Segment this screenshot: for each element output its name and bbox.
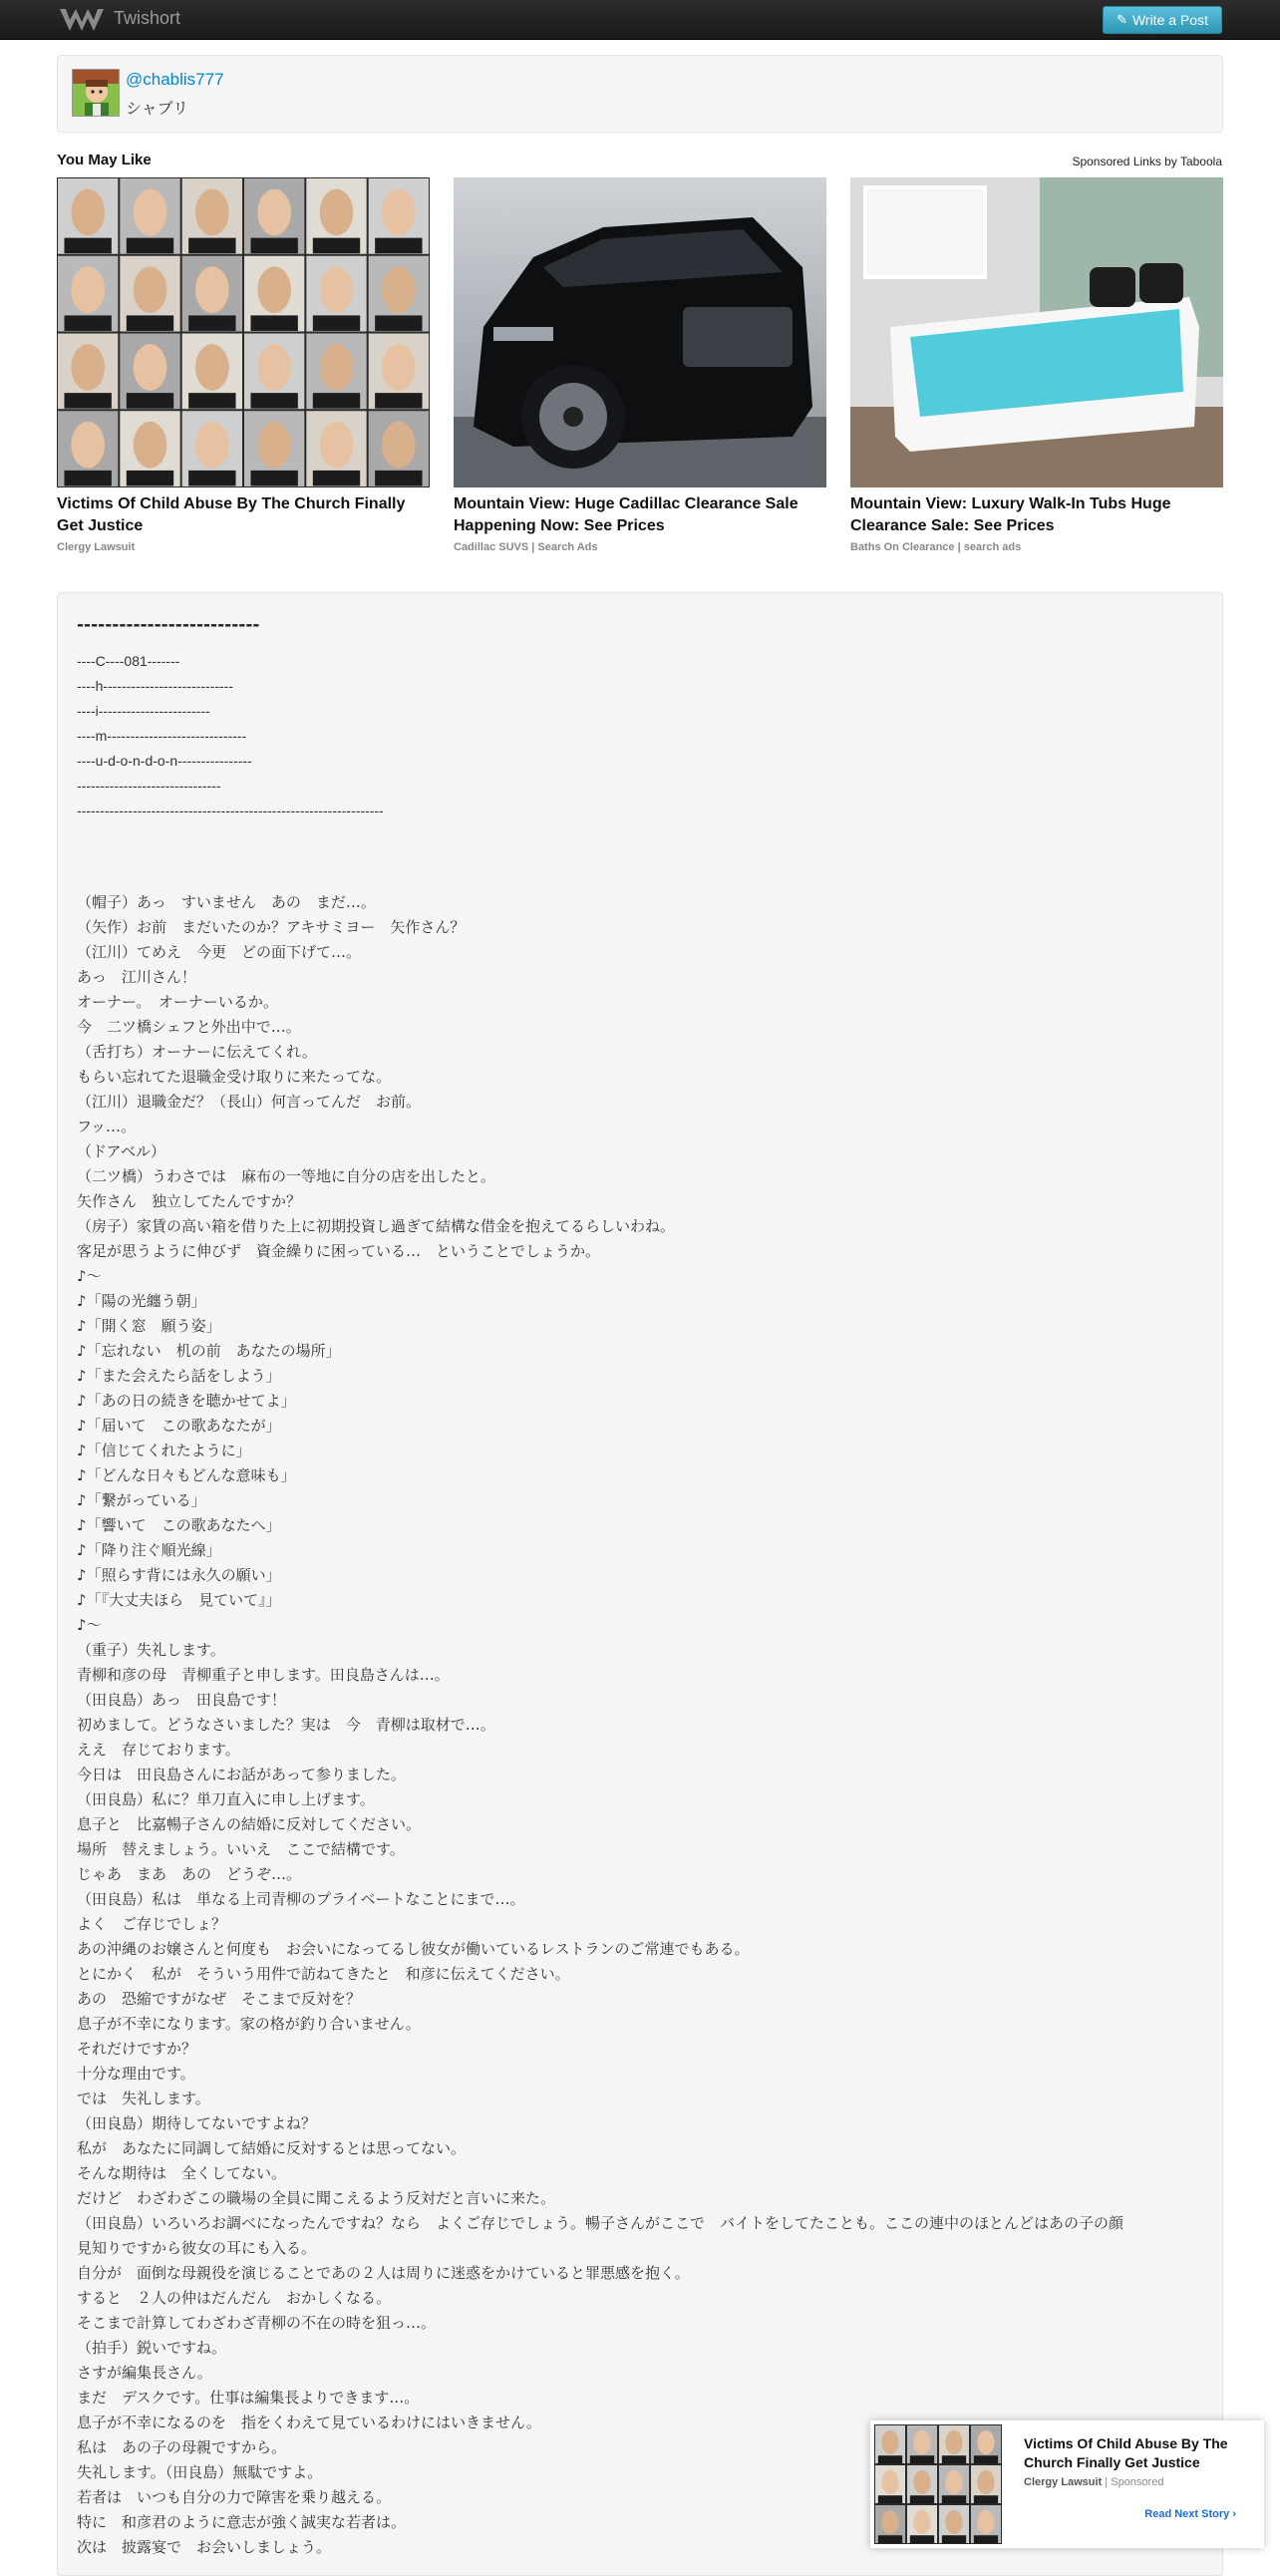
handle-text: chablis777 [143,70,224,89]
portrait-grid-image [57,177,430,487]
header-line: ----i------------------------ [77,703,210,719]
twishort-logo-icon[interactable] [58,6,106,34]
avatar-image [73,70,120,117]
post-line: すると ２人の仲はだんだん おかしくなる。 [77,2289,392,2307]
post-line: それだけですか？ [77,2040,197,2058]
post-line: あの沖縄のお嬢さんと何度も お会いになってるし彼女が働いているレストランのご常連でもある。 [77,1940,750,1958]
float-ad-source: Clergy Lawsuit | Sponsored [1024,2476,1164,2488]
post-line: （田良島）あっ 田良島です！ [77,1691,286,1709]
top-navbar [0,0,1280,40]
post-line: （ドアベル） [77,1142,165,1160]
float-portrait-grid-image [874,2424,1002,2544]
header-line: ------------------------------------------------------------------ [77,803,384,818]
post-line: あっ 江川さん！ [77,968,196,986]
post-line: 見知りですから彼女の耳にも入る。 [77,2239,317,2257]
float-ad-title[interactable]: Victims Of Child Abuse By The Church Finally Get Justice [1024,2435,1228,2470]
card-source: Baths On Clearance | search ads [850,541,1022,553]
card-title[interactable]: Mountain View: Luxury Walk-In Tubs Huge Clearance Sale: See Prices [850,495,1171,534]
post-line: ♪「また会えたら話をしよう」 [77,1367,281,1385]
post-line: ♪「信じてくれたように」 [77,1442,251,1459]
post-line: よく ご存じでしょ？ [77,1915,227,1933]
post-line: ♪「照らす背には永久の願い」 [77,1566,281,1584]
post-line: ♪～ [77,1267,102,1285]
profile-handle[interactable] [126,70,224,90]
post-line: （二ツ橋）うわさでは 麻布の一等地に自分の店を出したと。 [77,1167,496,1185]
post-line: 青柳和彦の母 青柳重子と申します。田良島さんは…。 [77,1666,450,1684]
handle-prefix: @ [126,70,144,89]
card-source: Clergy Lawsuit [57,541,136,553]
post-title: -------------------------- [77,615,260,635]
post-line: まだ デスクです。仕事は編集長よりできます…。 [77,2389,420,2407]
post-line: （田良島）期待してないですよね？ [77,2114,317,2132]
float-sponsored-tag: Sponsored [1111,2476,1164,2488]
read-next-label: Read Next Story [1144,2508,1230,2520]
post-line: 若者は いつも自分の力で障害を乗り越える。 [77,2488,392,2506]
post-line: 特に 和彦君のように意志が強く誠実な若者は。 [77,2513,407,2531]
edit-icon: ✎ [1117,12,1127,27]
avatar[interactable] [72,69,120,117]
recommendation-card[interactable] [850,177,1223,553]
post-body [77,890,1213,2560]
post-line: じゃあ まあ あの どうぞ…。 [77,1865,302,1883]
post-line: （舌打ち）オーナーに伝えてくれ。 [77,1043,317,1061]
floating-ad[interactable] [870,2420,1264,2548]
post-line: （拍手）鋭いですね。 [77,2339,227,2357]
post-line: では 失礼します。 [77,2090,210,2107]
post-line: ♪「降り注ぐ順光線」 [77,1541,221,1559]
post-line: 今 二ツ橋シェフと外出中で…。 [77,1018,301,1036]
card-thumbnail[interactable] [57,177,430,487]
post-line: オーナー。 オーナーいるか。 [77,993,278,1011]
write-post-label: Write a Post [1131,12,1208,28]
post-line: 十分な理由です。 [77,2065,195,2083]
post-line: 失礼します。（田良島）無駄ですよ。 [77,2463,323,2481]
post-line: （重子）失礼します。 [77,1641,225,1659]
profile-panel [57,55,1223,133]
post-line: ♪「響いて この歌あなたへ」 [77,1516,281,1534]
post-line: そんな期待は 全くしてない。 [77,2164,287,2182]
post-line: 自分が 面倒な母親役を演じることであの２人は周りに迷惑をかけていると罪悪感を抱く。 [77,2264,690,2282]
post-line: フッ…。 [77,1118,136,1135]
post-line: （房子）家賃の高い箱を借りた上に初期投資し過ぎて結構な借金を抱えてるらしいわね。 [77,1217,676,1235]
header-line: ----h---------------------------- [77,678,233,694]
post-line: もらい忘れてた退職金受け取りに来たってな。 [77,1068,392,1086]
post-line: 私が あなたに同調して結婚に反対するとは思ってない。 [77,2139,467,2157]
write-post-button[interactable] [1103,6,1222,34]
header-line: ----C----081------- [77,653,180,669]
post-content [57,592,1223,2576]
header-line: ----u-d-o-n-d-o-n---------------- [77,753,252,769]
you-may-like-heading: You May Like [57,152,152,168]
post-line: ♪「あの日の続きを聴かせてよ」 [77,1392,296,1410]
post-line: （田良島）私は 単なる上司青柳のプライベートなことにまで…。 [77,1890,525,1908]
profile-display-name: シャブリ [126,99,189,118]
post-line: 私は あの子の母親ですから。 [77,2438,287,2456]
post-header-lines [77,649,384,823]
card-thumbnail[interactable] [454,177,826,487]
post-line: ええ 存じております。 [77,1741,240,1759]
post-line: ♪「『大丈夫ほら 見ていて』」 [77,1591,281,1609]
post-line: （田良島）私に？単刀直入に申し上げます。 [77,1790,375,1808]
post-line: 息子が不幸になるのを 指をくわえて見ているわけにはいきません。 [77,2414,541,2431]
float-ad-thumbnail[interactable] [874,2424,1002,2544]
card-thumbnail[interactable] [850,177,1223,487]
post-line: ♪「開く窓 願う姿」 [77,1317,221,1335]
bathtub-image [850,177,1223,487]
card-title[interactable]: Victims Of Child Abuse By The Church Finally Get Justice [57,495,406,534]
post-line: ♪～ [77,1616,102,1634]
post-line: （田良島）いろいろお調べになったんですね？なら よくご存じでしょう。暢子さんがここで バイトをしてたことも。ここの連中のほとんどはあの子の顔 [77,2214,1124,2232]
post-line: さすが編集長さん。 [77,2364,212,2382]
post-line: 次は 披露宴で お会いしましょう。 [77,2538,332,2556]
post-line: 今日は 田良島さんにお話があって参りました。 [77,1766,406,1783]
card-source: Cadillac SUVS | Search Ads [454,541,598,553]
post-line: 矢作さん 独立してたんですか？ [77,1192,302,1210]
header-line: ------------------------------- [77,778,221,794]
post-line: あの 恐縮ですがなぜ そこまで反対を？ [77,1990,362,2008]
post-line: ♪「繋がっている」 [77,1491,206,1509]
post-line: ♪「忘れない 机の前 あなたの場所」 [77,1342,341,1360]
post-line: そこまで計算してわざわざ青柳の不在の時を狙っ…。 [77,2314,437,2332]
post-line: 初めまして。どうなさいました？実は 今 青柳は取材で…。 [77,1716,495,1734]
post-line: （江川）退職金だ？（長山）何言ってんだ お前。 [77,1093,422,1111]
post-line: とにかく 私が そういう用件で訪ねてきたと 和彦に伝えてください。 [77,1965,570,1983]
chevron-right-icon: › [1232,2508,1236,2520]
float-source-name: Clergy Lawsuit [1024,2476,1103,2488]
post-line: （帽子）あっ すいません あの まだ…。 [77,893,376,911]
recommendation-card[interactable] [454,177,826,553]
suv-image [454,177,826,487]
post-line: （江川）てめえ 今更 どの面下げて…。 [77,943,362,961]
card-title[interactable]: Mountain View: Huge Cadillac Clearance Sale Happening Now: See Prices [454,495,799,534]
header-line: ----m------------------------------ [77,728,247,744]
sponsored-links-label[interactable]: Sponsored Links by Taboola [1072,155,1222,168]
post-line: だけど わざわざこの職場の全員に聞こえるよう反対だと言いに来た。 [77,2189,556,2207]
brand-name[interactable]: Twishort [114,8,181,28]
post-line: 客足が思うように伸びず 資金繰りに困っている… ということでしょうか。 [77,1242,601,1260]
post-line: 場所 替えましょう。いいえ ここで結構です。 [77,1840,405,1858]
recommendation-card[interactable] [57,177,430,553]
post-line: ♪「陽の光纏う朝」 [77,1292,206,1310]
read-next-story-link[interactable] [1144,2508,1236,2520]
post-line: （矢作）お前 まだいたのか？アキサミヨー 矢作さん？ [77,918,466,936]
post-line: ♪「届いて この歌あなたが」 [77,1417,281,1435]
post-line: ♪「どんな日々もどんな意味も」 [77,1466,296,1484]
post-line: 息子と 比嘉暢子さんの結婚に反対してください。 [77,1815,422,1833]
post-line: 息子が不幸になります。家の格が釣り合いません。 [77,2015,421,2033]
